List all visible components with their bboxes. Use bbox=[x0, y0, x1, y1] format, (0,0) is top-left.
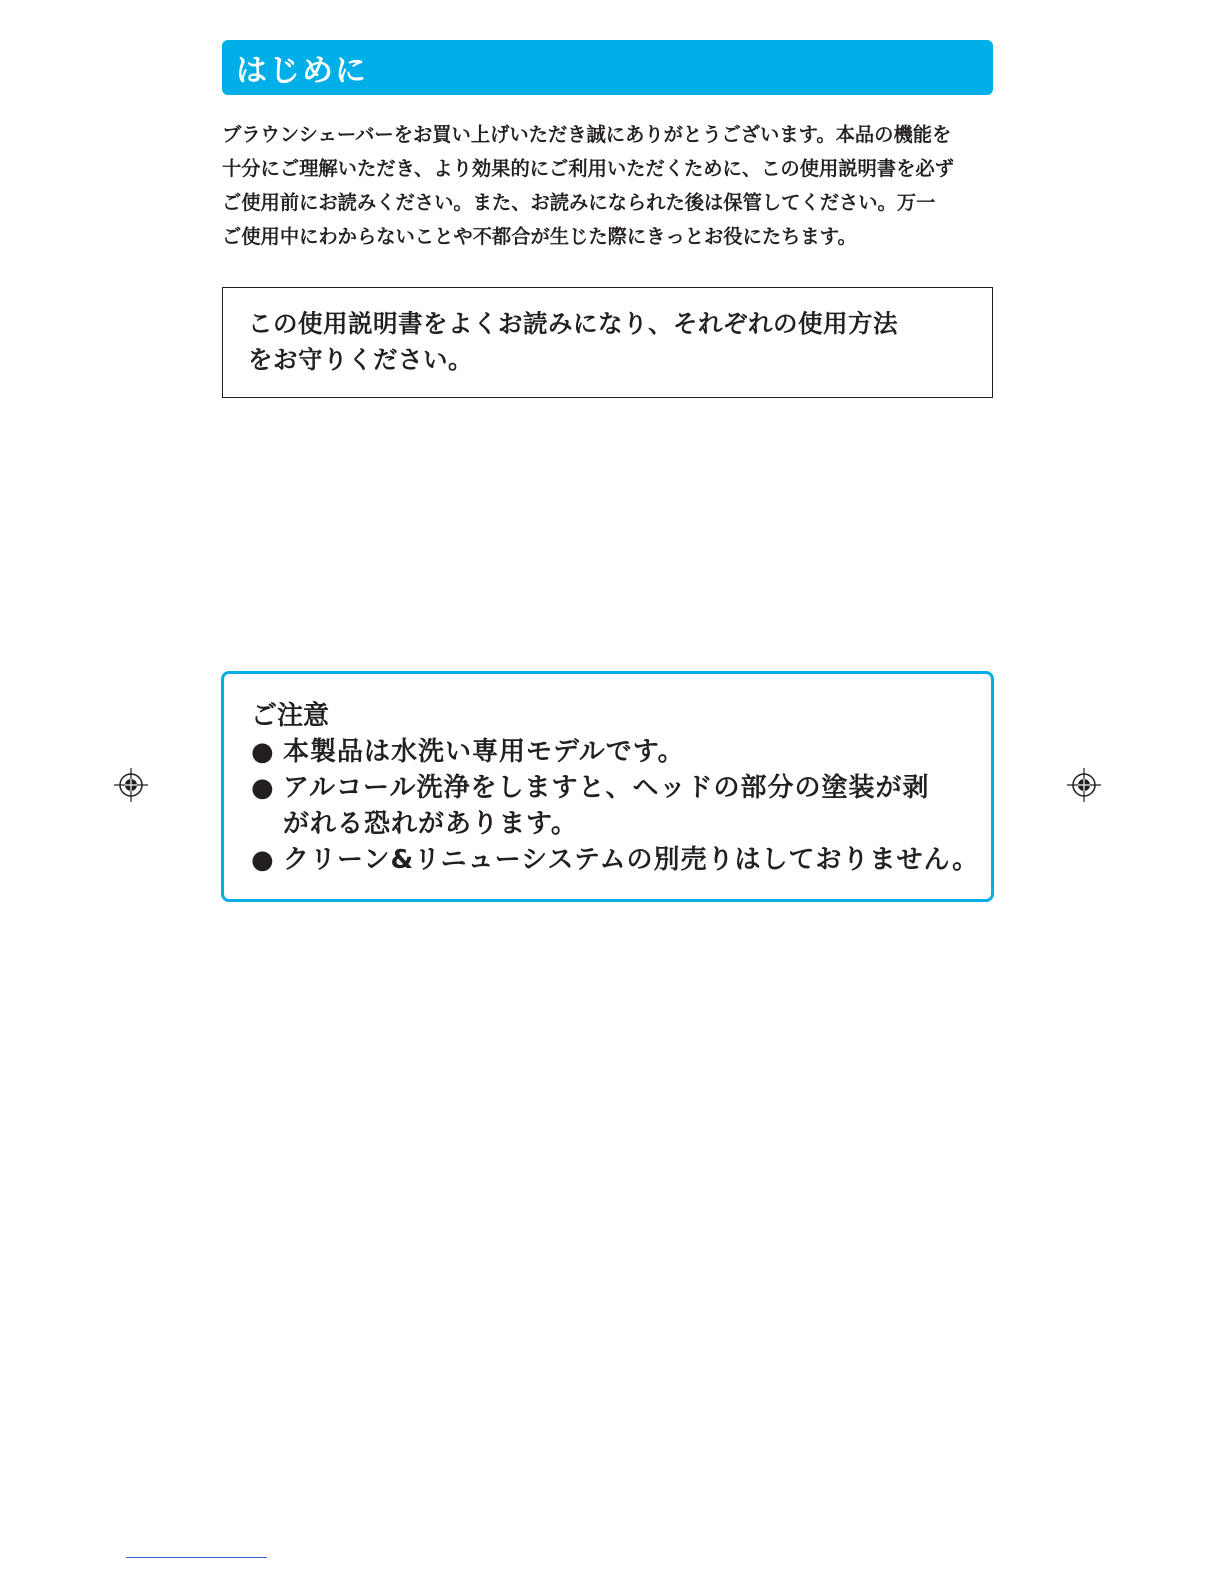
caution-item-text: クリーン&リニューシステムの別売りはしておりません。 bbox=[283, 845, 980, 875]
intro-line: ご使用中にわからないことや不都合が生じた際にきっとお役にたちます。 bbox=[222, 225, 857, 248]
section-title: はじめに bbox=[236, 53, 368, 89]
footer-divider bbox=[126, 1557, 267, 1558]
intro-paragraph bbox=[222, 118, 998, 254]
caution-title: ご注意 bbox=[251, 701, 330, 731]
caution-item-text: がれる恐れがあります。 bbox=[283, 809, 578, 839]
caution-item bbox=[251, 770, 991, 842]
bullet-icon: ● bbox=[251, 845, 274, 875]
caution-item-text: 本製品は水洗い専用モデルです。 bbox=[283, 737, 685, 767]
section-header bbox=[222, 40, 993, 95]
notice-line: この使用説明書をよくお読みになり、それぞれの使用方法 bbox=[248, 309, 898, 338]
intro-line: 十分にご理解いただき、より効果的にご利用いただくために、この使用説明書を必ず bbox=[222, 157, 954, 180]
bullet-icon: ● bbox=[251, 737, 274, 767]
read-manual-notice-box bbox=[222, 287, 993, 398]
notice-line: をお守りください。 bbox=[248, 345, 473, 374]
caution-box bbox=[221, 671, 994, 902]
crosshair-registration-icon bbox=[1067, 768, 1101, 802]
caution-item bbox=[251, 734, 991, 770]
intro-line: ブラウンシェーバーをお買い上げいただき誠にありがとうございます。本品の機能を bbox=[222, 123, 952, 146]
crosshair-registration-icon bbox=[114, 768, 148, 802]
caution-item-text: アルコール洗浄をしますと、ヘッドの部分の塗装が剥 bbox=[283, 773, 930, 803]
intro-line: ご使用前にお読みください。また、お読みになられた後は保管してください。万一 bbox=[222, 191, 936, 214]
bullet-icon: ● bbox=[251, 773, 274, 803]
caution-item bbox=[251, 842, 991, 878]
